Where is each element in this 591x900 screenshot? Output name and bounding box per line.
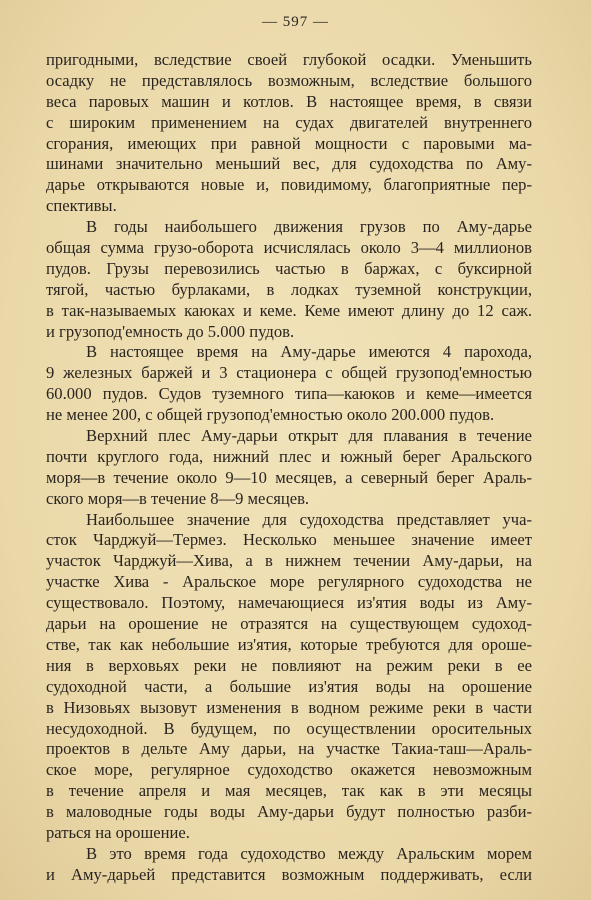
- paragraph: [46, 510, 532, 844]
- text-line: сгорания, имеющих при равной мощности с паровыми ма-: [46, 133, 532, 153]
- text-line: проектов в дельте Аму дарьи, на участке Такиа-таш—Араль-: [46, 739, 532, 759]
- text-line: 9 железных баржей и 3 стационера с общей грузопод'емностью: [46, 363, 532, 383]
- text-line: в Низовьях вызовут изменения в водном режиме реки в части: [46, 697, 532, 717]
- text-line: В настоящее время на Аму-дарье имеются 4 парохода,: [86, 342, 532, 362]
- text-line: тягой, частью бурлаками, в лодках туземной конструкции,: [46, 279, 532, 299]
- text-line: В годы наибольшего движения грузов по Аму-дарье: [86, 217, 532, 237]
- text-line: судоходной части, а большие из'ятия воды на орошение: [46, 676, 532, 696]
- text-line: почти круглого года, нижний плес и южный берег Аральского: [46, 446, 532, 466]
- text-line: участке Хива - Аральское море регулярного судоходства не: [46, 572, 532, 592]
- text-line: дарьи на орошение не отразятся на существующем судоход-: [46, 614, 532, 634]
- paragraph: [46, 217, 532, 342]
- text-line: ния в верховьях реки не повлияют на режим реки в ее: [46, 655, 532, 675]
- text-line: несудоходной. В будущем, по осуществлении оросительных: [46, 718, 532, 738]
- text-line: не менее 200, с общей грузопод'емностью около 200.000 пудов.: [46, 405, 495, 425]
- text-line: Верхний плес Аму-дарьи открыт для плавания в течение: [86, 426, 532, 446]
- text-line: моря—в течение около 9—10 месяцев, а северный берег Араль-: [46, 467, 532, 487]
- text-line: в так-называемых каюках и кеме. Кеме имеют длину до 12 саж.: [46, 300, 532, 320]
- text-line: в маловодные годы воды Аму-дарьи будут полностью разби-: [46, 802, 532, 822]
- text-line: ское море, регулярное судоходство окажется невозможным: [46, 760, 532, 780]
- text-line: участок Чарджуй—Хива, а в нижнем течении Аму-дарьи, на: [46, 551, 532, 571]
- text-line: стве, так как небольшие из'ятия, которые требуются для ороше-: [46, 634, 532, 654]
- text-line: осадку не представлялось возможным, вследствие большого: [46, 70, 532, 90]
- text-line: пригодными, вследствие своей глубокой осадки. Уменьшить: [46, 50, 532, 69]
- body-text: [46, 50, 532, 886]
- text-line: ского моря—в течение 8—9 месяцев.: [46, 488, 310, 508]
- paragraph: [46, 844, 532, 886]
- text-line: Наибольшее значение для судоходства представляет уча-: [86, 509, 532, 529]
- text-line: с широким применением на судах двигателей внутреннего: [46, 112, 532, 132]
- text-line: и грузопод'емность до 5.000 пудов.: [46, 321, 295, 341]
- text-line: сток Чарджуй—Термез. Несколько меньшее значение имеет: [46, 530, 532, 550]
- text-line: 60.000 пудов. Судов туземного типа—каюков и кеме—имеется: [46, 384, 532, 404]
- text-line: раться на орошение.: [46, 822, 190, 842]
- text-line: спективы.: [46, 196, 117, 216]
- paragraph: [46, 342, 532, 426]
- text-line: дарье открываются новые и, повидимому, благоприятные пер-: [46, 175, 532, 195]
- text-line: шинами значительно меньший вес, для судоходства по Аму-: [46, 154, 532, 174]
- text-line: пудов. Грузы перевозились частью в баржах, с буксирной: [46, 258, 532, 278]
- page-number: — 597 —: [262, 14, 329, 30]
- text-line: существовало. Поэтому, намечающиеся из'ятия воды из Аму-: [46, 593, 532, 613]
- text-line: и Аму-дарьей представится возможным поддерживать, если: [46, 864, 532, 884]
- paragraph: [46, 50, 532, 217]
- text-line: В это время года судоходство между Аральским морем: [86, 843, 532, 863]
- text-line: общая сумма грузо-оборота исчислялась около 3—4 миллионов: [46, 238, 532, 258]
- text-line: в течение апреля и мая месяцев, так как в эти месяцы: [46, 781, 532, 801]
- text-line: веса паровых машин и котлов. В настоящее время, в связи: [46, 91, 532, 111]
- paragraph: [46, 426, 532, 510]
